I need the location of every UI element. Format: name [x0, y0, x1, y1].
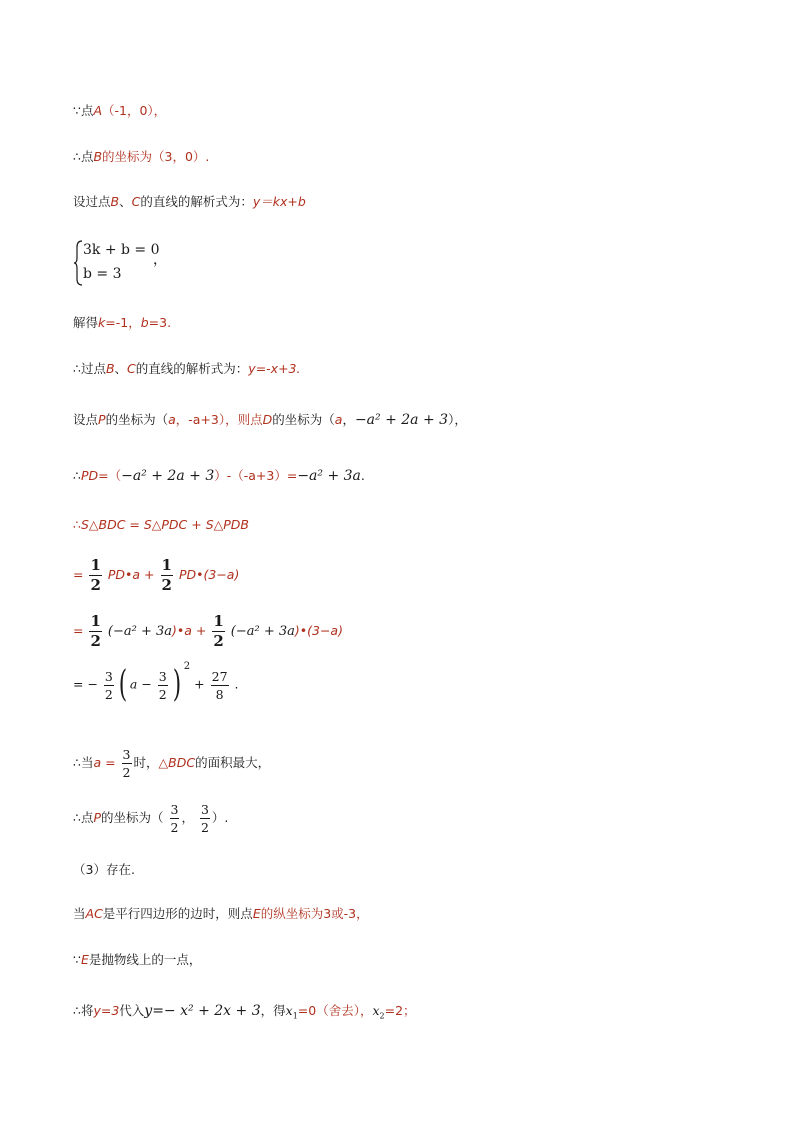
equation-row-1: 3k + b = 0: [83, 242, 160, 258]
math-expression: y=− x² + 2x + 3: [144, 1003, 261, 1019]
math-expression: (−a² + 3a: [107, 624, 172, 639]
var-ac: AC: [85, 906, 103, 921]
text: ，: [181, 810, 194, 825]
line-area-step-2: [73, 612, 343, 651]
var-x: x: [372, 1003, 380, 1018]
fraction: [122, 746, 132, 781]
var-b: B: [105, 361, 115, 376]
line-max-area: [73, 746, 270, 781]
text: 代入: [119, 1003, 145, 1018]
text: ）-（-a+3）=: [214, 468, 298, 483]
denominator: 2: [158, 686, 167, 702]
equation: y＝kx+b: [252, 194, 306, 209]
numerator: 3: [104, 668, 113, 684]
var-a: a: [334, 412, 343, 427]
text: 的纵坐标为3或-3，: [260, 906, 369, 921]
numerator: 27: [211, 668, 228, 684]
left-paren: (: [118, 664, 128, 705]
text: 设点: [73, 412, 99, 427]
numerator: 3: [122, 747, 131, 762]
numerator: 1: [161, 556, 172, 574]
var-a: a =: [93, 755, 116, 770]
text: )•(3−a): [294, 623, 343, 638]
var-pd: PD: [80, 468, 99, 483]
subscript: 2: [379, 1011, 385, 1021]
fraction: [170, 801, 180, 836]
subscript: 1: [292, 1011, 298, 1021]
math-expression: −a² + 2a + 3: [354, 412, 449, 428]
text: 当: [73, 906, 86, 921]
text: 、: [114, 361, 128, 376]
triangle-label: △BDC: [158, 755, 196, 770]
math-expression: (−a² + 3a: [230, 624, 295, 639]
text: =3.: [148, 315, 172, 330]
denominator: 2: [161, 576, 172, 594]
text: ，-a+3），则点: [175, 412, 263, 427]
text: 的直线的解析式为：: [135, 361, 249, 376]
line-set-line: [73, 193, 306, 211]
var-p: P: [93, 810, 101, 825]
math-expression: −a² + 3a: [297, 468, 361, 484]
var-k: k: [98, 315, 106, 330]
numerator: 1: [90, 612, 101, 630]
line-point-a: [73, 102, 166, 120]
numerator: 3: [158, 668, 167, 684]
fraction: [104, 668, 114, 703]
comma: ，: [153, 252, 167, 268]
text: ），: [448, 412, 467, 427]
line-solution: [73, 314, 171, 332]
fraction: [89, 556, 101, 595]
var-e: E: [80, 952, 89, 967]
text: =: [73, 623, 84, 638]
text: ，得: [260, 1003, 286, 1018]
text: 时，: [133, 755, 159, 770]
fraction: [158, 668, 168, 703]
text: ∵: [73, 952, 81, 967]
line-substitute: [73, 1002, 416, 1020]
denominator: 2: [90, 576, 101, 594]
text: y=3: [93, 1003, 120, 1018]
text: =（: [98, 468, 122, 483]
text: 设过点: [73, 194, 111, 209]
text: ∴过点: [73, 361, 106, 376]
text: ）.: [211, 810, 229, 825]
denominator: 2: [213, 632, 224, 650]
text: =0（舍去），: [297, 1003, 373, 1018]
text: +: [194, 676, 205, 692]
line-pd: [73, 467, 365, 485]
text: ∴点: [73, 149, 94, 164]
numerator: 3: [170, 802, 179, 817]
denominator: 2: [90, 632, 101, 650]
var-p: P: [98, 412, 106, 427]
text: ∴点: [73, 810, 94, 825]
text: ∴当: [73, 755, 94, 770]
text: （-1，0），: [102, 103, 167, 118]
text: ∵点: [73, 103, 94, 118]
fraction: [161, 556, 173, 595]
var-x: x: [285, 1003, 293, 1018]
text: PD•a +: [107, 567, 155, 582]
exponent: 2: [183, 661, 191, 673]
text: =: [73, 567, 84, 582]
text: 是平行四边形的边时，则点: [102, 906, 253, 921]
denominator: 2: [104, 686, 113, 702]
text: ∴将: [73, 1003, 94, 1018]
line-point-p: [73, 801, 228, 836]
line-area-sum: ∴S△BDC = S△PDC + S△PDB: [73, 517, 249, 532]
text: .: [360, 468, 365, 483]
text: PD•(3−a): [178, 567, 240, 582]
math-expression: a −: [129, 676, 152, 692]
text: 解得: [73, 315, 99, 330]
fraction: [200, 801, 210, 836]
text: =2；: [384, 1003, 416, 1018]
var-c: C: [131, 194, 141, 209]
text: 、: [119, 194, 132, 209]
line-bc-equation: [73, 360, 300, 378]
math-expression: −a² + 2a + 3: [121, 468, 215, 484]
text: =-1，: [105, 315, 141, 330]
denominator: 2: [122, 765, 131, 780]
line-set-p: [73, 411, 467, 429]
fraction: [89, 612, 101, 651]
text: 的坐标为（: [272, 412, 335, 427]
var-b: b: [140, 315, 149, 330]
equation-row-2: b = 3: [83, 266, 122, 282]
var-b: B: [110, 194, 120, 209]
denominator: 8: [215, 686, 224, 702]
var-b: B: [93, 149, 103, 164]
line-point-b: [73, 148, 209, 166]
text: )•a +: [172, 623, 207, 638]
text: ，: [342, 412, 355, 427]
text: 的坐标为（: [105, 412, 169, 427]
fraction: [211, 668, 229, 703]
text: 的直线的解析式为：: [140, 194, 253, 209]
line-area-step-1: [73, 556, 239, 595]
var-d: D: [262, 412, 273, 427]
text: .: [234, 676, 239, 692]
right-paren: ): [172, 664, 181, 705]
equation: y=-x+3.: [248, 361, 301, 376]
line-area-step-3: [73, 661, 239, 705]
text: 的坐标为（3，0）.: [102, 149, 210, 164]
line-e-on-parabola: [73, 951, 201, 969]
denominator: 2: [200, 820, 209, 835]
numerator: 1: [213, 612, 224, 630]
text: 的面积最大，: [195, 755, 271, 770]
text: 的坐标为（: [101, 810, 164, 825]
var-e: E: [252, 906, 261, 921]
brace-icon: [73, 240, 83, 286]
numerator: 1: [90, 556, 101, 574]
text: 是抛物线上的一点，: [88, 952, 202, 967]
text: ∴: [73, 468, 81, 483]
text: = −: [73, 676, 98, 692]
line-part-3: （3）存在.: [73, 862, 135, 877]
var-c: C: [127, 361, 136, 376]
denominator: 2: [170, 820, 179, 835]
var-a: a: [168, 412, 176, 427]
line-parallelogram: [73, 905, 369, 923]
fraction: [212, 612, 224, 651]
numerator: 3: [200, 802, 209, 817]
var-a: A: [93, 103, 103, 118]
